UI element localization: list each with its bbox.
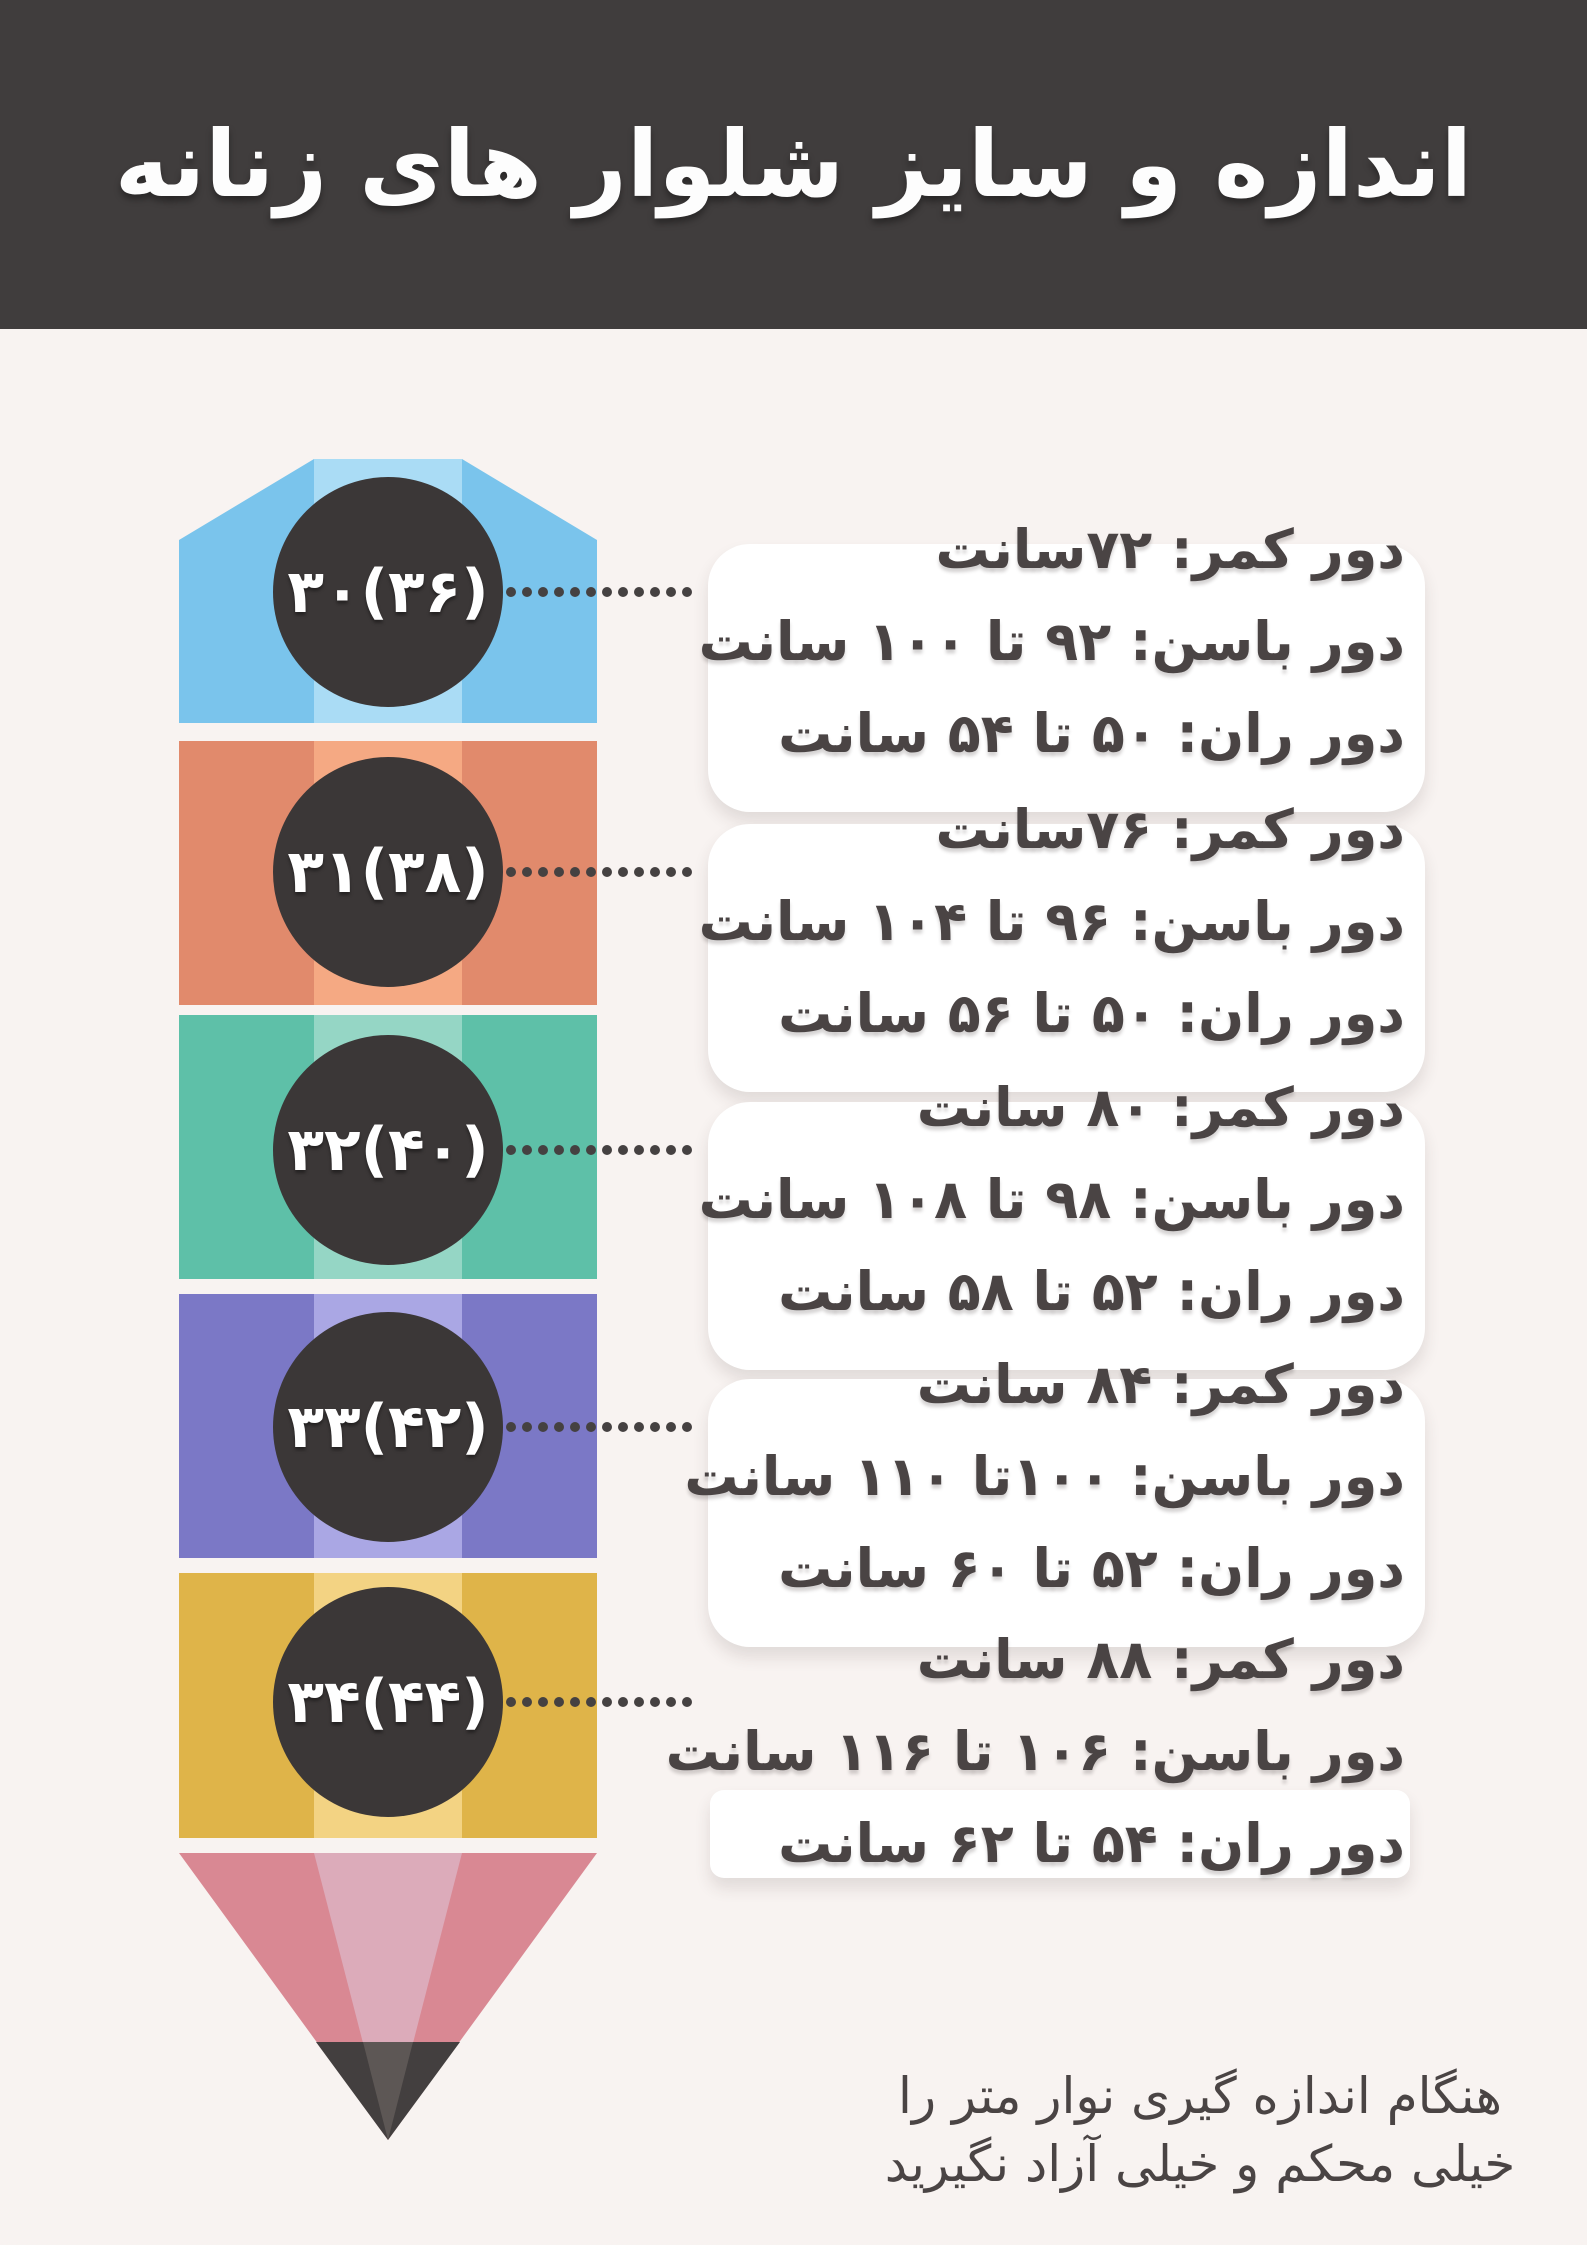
measurement-text [698, 1062, 1405, 1338]
header-bar [0, 0, 1587, 329]
dotted-leader-line [506, 587, 706, 597]
thigh-measurement: دور ران: ۵۰ تا ۵۶ سانت [778, 982, 1405, 1045]
waist-measurement: دور کمر: ۸۸ سانت [916, 1628, 1405, 1691]
measurement-text [698, 784, 1405, 1060]
dotted-leader-line [506, 1422, 706, 1432]
waist-measurement: دور کمر: ۸۴ سانت [916, 1353, 1405, 1416]
hip-measurement: دور باسن: ۱۰۶ تا ۱۱۶ سانت [665, 1720, 1405, 1783]
hip-measurement: دور باسن: ۱۰۰تا ۱۱۰ سانت [684, 1445, 1405, 1508]
thigh-measurement: دور ران: ۵۲ تا ۶۰ سانت [778, 1537, 1405, 1600]
waist-measurement: دور کمر: ۷۶سانت [935, 798, 1405, 861]
measurement-text [684, 1339, 1405, 1615]
hip-measurement: دور باسن: ۹۸ تا ۱۰۸ سانت [698, 1168, 1405, 1231]
size-label: ۳۴(۴۴) [287, 1667, 489, 1737]
hip-measurement: دور باسن: ۹۲ تا ۱۰۰ سانت [698, 610, 1405, 673]
thigh-measurement: دور ران: ۵۲ تا ۵۸ سانت [778, 1260, 1405, 1323]
size-label: ۳۰(۳۶) [287, 557, 489, 627]
dotted-leader-line [506, 867, 706, 877]
waist-measurement: دور کمر: ۷۲سانت [935, 518, 1405, 581]
waist-measurement: دور کمر: ۸۰ سانت [916, 1076, 1405, 1139]
size-circle [273, 477, 503, 707]
measuring-tip-note [850, 2062, 1550, 2198]
thigh-measurement: دور ران: ۵۴ تا ۶۲ سانت [778, 1812, 1405, 1875]
pencil-tip-icon [179, 1853, 597, 2143]
measurement-text [665, 1614, 1405, 1890]
note-line-1: هنگام اندازه گیری نوار متر را [898, 2067, 1502, 2125]
size-label: ۳۱(۳۸) [287, 837, 489, 907]
size-circle [273, 757, 503, 987]
page-title: اندازه و سایز شلوار های زنانه [114, 111, 1473, 218]
size-label: ۳۲(۴۰) [287, 1115, 489, 1185]
size-circle [273, 1312, 503, 1542]
size-circle [273, 1587, 503, 1817]
size-circle [273, 1035, 503, 1265]
dotted-leader-line [506, 1145, 706, 1155]
hip-measurement: دور باسن: ۹۶ تا ۱۰۴ سانت [698, 890, 1405, 953]
measurement-text [698, 504, 1405, 780]
size-label: ۳۳(۴۲) [287, 1392, 489, 1462]
note-line-2: خیلی محکم و خیلی آزاد نگیرید [884, 2135, 1516, 2193]
thigh-measurement: دور ران: ۵۰ تا ۵۴ سانت [778, 702, 1405, 765]
